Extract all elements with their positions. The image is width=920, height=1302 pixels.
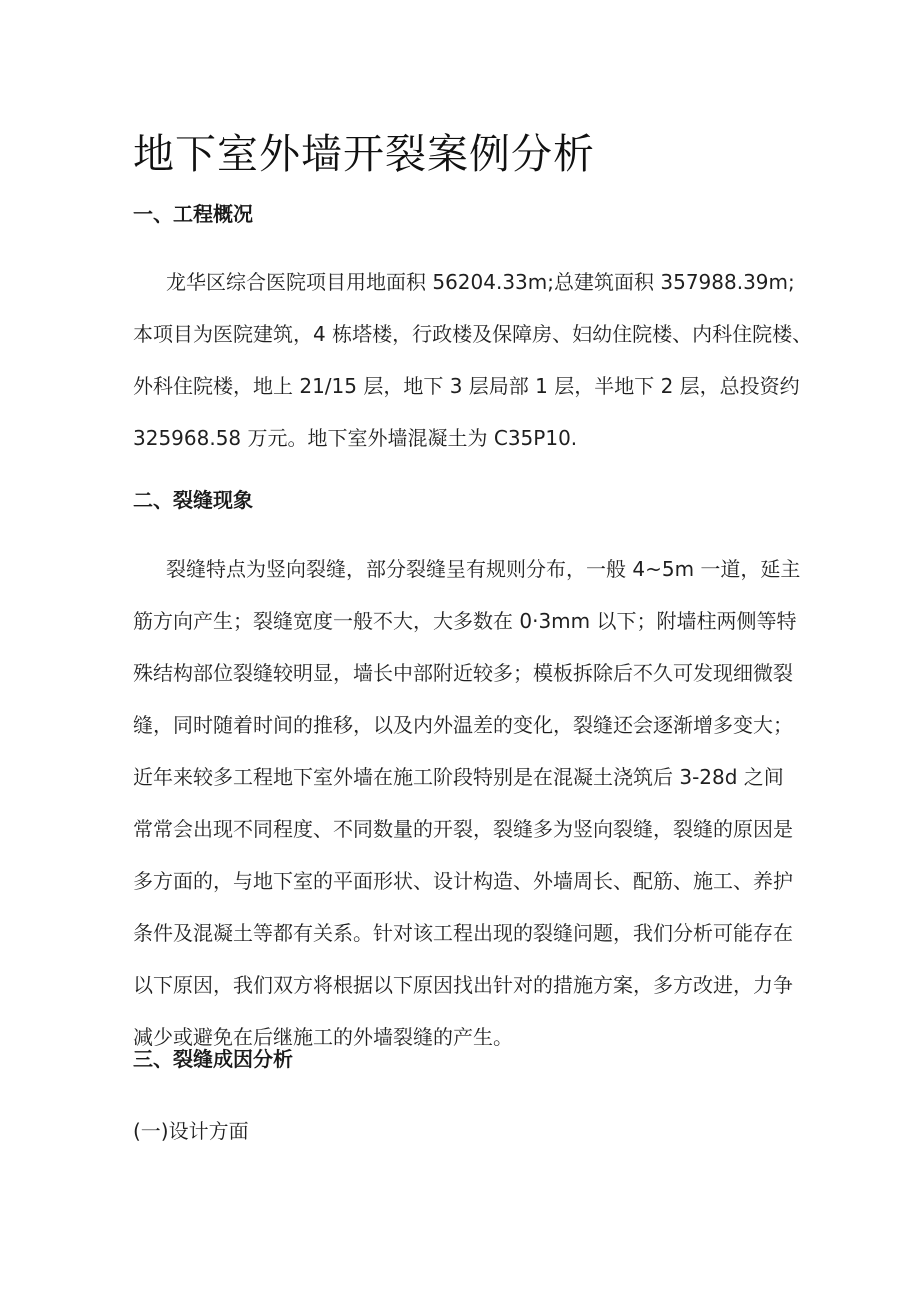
paragraph-line: 以下原因，我们双方将根据以下原因找出针对的措施方案，多方改进，力争 [133, 973, 793, 997]
paragraph-line: 缝，同时随着时间的推移，以及内外温差的变化，裂缝还会逐渐增多变大； [133, 713, 793, 737]
paragraph-line: 325968.58 万元。地下室外墙混凝土为 C35P10. [133, 426, 578, 450]
paragraph-line: 筋方向产生；裂缝宽度一般不大，大多数在 0·3mm 以下；附墙柱两侧等特 [133, 609, 797, 633]
paragraph-overview [133, 256, 813, 464]
section-heading-overview: 一、工程概况 [133, 202, 253, 226]
page-title: 地下室外墙开裂案例分析 [133, 130, 595, 178]
paragraph-line: 本项目为医院建筑，4 栋塔楼，行政楼及保障房、妇幼住院楼、内科住院楼、 [133, 322, 813, 346]
paragraph-line: 常常会出现不同程度、不同数量的开裂，裂缝多为竖向裂缝，裂缝的原因是 [133, 817, 793, 841]
section-heading-crack-causes: 三、裂缝成因分析 [133, 1047, 293, 1071]
paragraph-line: 殊结构部位裂缝较明显，墙长中部附近较多；模板拆除后不久可发现细微裂 [133, 661, 793, 685]
paragraph-line: 裂缝特点为竖向裂缝，部分裂缝呈有规则分布，一般 4~5m 一道，延主 [166, 557, 801, 581]
paragraph-crack-phenomenon [133, 543, 801, 1063]
section-heading-crack-phenomenon: 二、裂缝现象 [133, 488, 253, 512]
paragraph-line: 外科住院楼，地上 21/15 层，地下 3 层局部 1 层，半地下 2 层，总投资约 [133, 374, 800, 398]
paragraph-line: 减少或避免在后继施工的外墙裂缝的产生。 [133, 1025, 513, 1049]
paragraph-line: 多方面的，与地下室的平面形状、设计构造、外墙周长、配筋、施工、养护 [133, 869, 793, 893]
subsection-heading-design: (一)设计方面 [133, 1119, 249, 1143]
paragraph-line: 近年来较多工程地下室外墙在施工阶段特别是在混凝土浇筑后 3-28d 之间 [133, 765, 784, 789]
paragraph-line: 龙华区综合医院项目用地面积 56204.33m;总建筑面积 357988.39m; [166, 270, 795, 294]
paragraph-line: 条件及混凝土等都有关系。针对该工程出现的裂缝问题，我们分析可能存在 [133, 921, 793, 945]
